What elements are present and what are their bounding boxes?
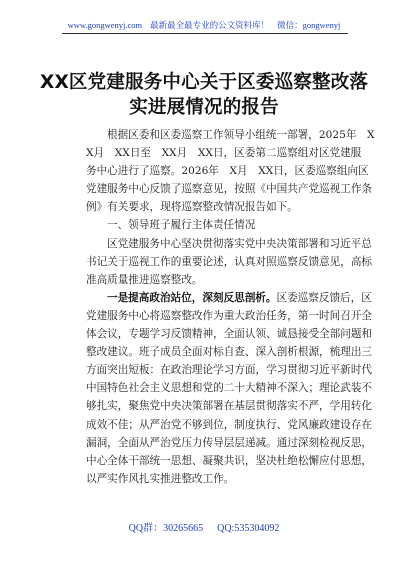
document-title <box>40 70 368 120</box>
section-heading: 一、领导班子履行主体责任情况 <box>107 219 256 232</box>
paragraph-line: 中心全体干部统一思想、凝聚共识，坚决杜绝松懈应付思想， <box>86 454 373 467</box>
qq-number: QQ:535304092 <box>217 523 280 534</box>
paragraph-line: 务中心进行了巡察。2026年 X月 XX日，区委巡察组向区 <box>86 165 369 178</box>
paragraph-line <box>86 289 372 307</box>
bold-lead: 一是提高政治站位，深刻反思剖析。 <box>107 291 277 304</box>
paragraph-line: 够扎实，聚焦党中央决策部署在基层贯彻落实不严，学用转化 <box>86 400 373 413</box>
paragraph-line: 整改建议。班子成员全面对标自查、深入剖析根源，梳理出三 <box>86 346 373 359</box>
wechat-id: 微信：gongwenyj <box>277 20 341 30</box>
document-body <box>86 126 375 488</box>
paragraph-line: 中国特色社会主义思想和党的二十大精神不深入；理论武装不 <box>86 382 373 395</box>
site-header <box>0 0 408 30</box>
paragraph-line: 书记关于巡视工作的重要论述，认真对照巡察反馈意见，高标 <box>86 255 373 268</box>
paragraph-line: 成效不佳；从严治党不够到位，制度执行、党风廉政建设存在 <box>86 418 373 431</box>
paragraph-line: 以严实作风扎实推进整改工作。 <box>86 472 235 485</box>
title-line-2: 实进展情况的报告 <box>129 97 279 118</box>
paragraph-line: X月 XX日至 XX月 XX日，区委第二巡察组对区党建服 <box>86 147 362 160</box>
paragraph-line: 准高质量推进巡察整改。 <box>86 273 203 286</box>
paragraph-line: 方面突出短板：在政治理论学习方面，学习贯彻习近平新时代 <box>86 364 373 377</box>
paragraph-text: 区委巡察反馈后，区 <box>276 291 372 304</box>
paragraph-line: 党建服务中心将巡察整改作为重大政治任务，第一时间召开全 <box>86 309 373 322</box>
title-line-1: XX区党建服务中心关于区委巡察整改落 <box>40 72 369 93</box>
site-slogan: 最新最全最专业的公文资料库！ <box>150 20 270 30</box>
paragraph-line: 党建服务中心反馈了巡察意见，按照《中国共产党巡视工作条 <box>86 183 373 196</box>
site-footer <box>0 519 408 534</box>
paragraph-line: 例》有关要求，现将巡察整改情况报告如下。 <box>86 201 298 214</box>
qq-group: QQ群：30265665 <box>128 523 204 534</box>
paragraph-line: 体会议，专题学习反馈精神，全面认领、诚恳接受全部问题和 <box>86 328 373 341</box>
site-url[interactable]: www.gongwenyj.com <box>67 20 143 30</box>
paragraph-line: 区党建服务中心坚决贯彻落实党中央决策部署和习近平总 <box>107 237 372 250</box>
paragraph-line: 漏洞，全面从严治党压力传导层层递减。通过深刻检视反思， <box>86 436 373 449</box>
paragraph-line: 根据区委和区委巡察工作领导小组统一部署，2025年 X <box>107 129 375 141</box>
header-divider <box>62 33 348 34</box>
